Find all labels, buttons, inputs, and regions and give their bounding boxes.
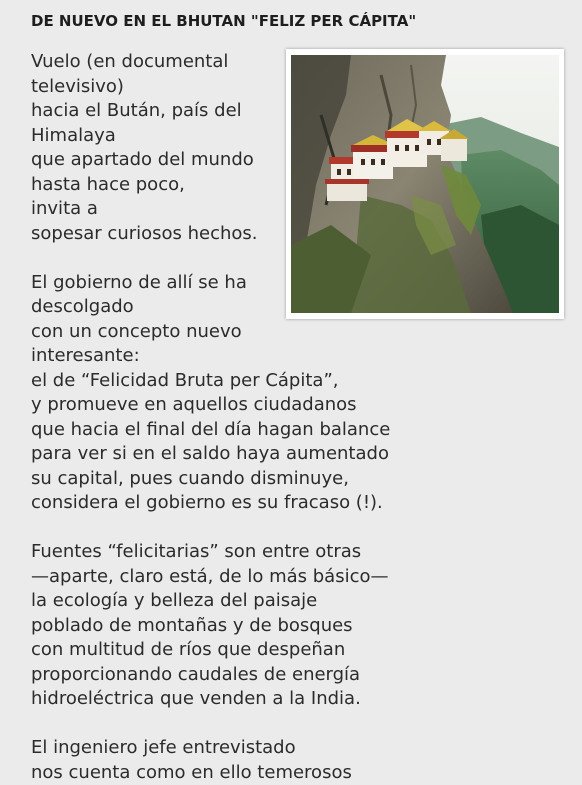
body-line: y promueve en aquellos ciudadanos (31, 393, 411, 418)
body-line: su capital, pues cuando disminuye, (31, 467, 411, 492)
paragraph-gap (31, 516, 411, 541)
body-line: descolgado (31, 295, 411, 320)
body-line: considera el gobierno es su fracaso (!). (31, 491, 411, 516)
body-line: poblado de montañas y de bosques (31, 614, 411, 639)
body-line: con multitud de ríos que despeñan (31, 638, 411, 663)
monastery-cliff-illustration (291, 55, 559, 313)
bhutan-monastery-photo (291, 55, 559, 313)
body-line: que apartado del mundo (31, 148, 411, 173)
body-line: Vuelo (en documental (31, 50, 411, 75)
body-line: invita a (31, 197, 411, 222)
body-line: con un concepto nuevo (31, 320, 411, 345)
body-line: sopesar curiosos hechos. (31, 222, 411, 247)
body-line: Fuentes “felicitarias” son entre otras (31, 540, 411, 565)
body-line: Himalaya (31, 124, 411, 149)
body-line: interesante: (31, 344, 411, 369)
body-line: —aparte, claro está, de lo más básico— (31, 565, 411, 590)
body-line: hidroeléctrica que venden a la India. (31, 687, 411, 712)
photo-frame (286, 49, 564, 319)
post-title: DE NUEVO EN EL BHUTAN "FELIZ PER CÁPITA" (31, 9, 416, 33)
body-line: televisivo) (31, 75, 411, 100)
body-line: la ecología y belleza del paisaje (31, 589, 411, 614)
body-line: hacia el Bután, país del (31, 99, 411, 124)
body-line: el de “Felicidad Bruta per Cápita”, (31, 369, 411, 394)
body-line: que hacia el final del día hagan balance (31, 418, 411, 443)
body-line: El gobierno de allí se ha (31, 271, 411, 296)
body-line: nos cuenta como en ello temerosos (31, 761, 411, 785)
body-line: El ingeniero jefe entrevistado (31, 736, 411, 761)
body-line: hasta hace poco, (31, 173, 411, 198)
body-line: para ver si en el saldo haya aumentado (31, 442, 411, 467)
paragraph-gap (31, 712, 411, 737)
body-line: proporcionando caudales de energía (31, 663, 411, 688)
